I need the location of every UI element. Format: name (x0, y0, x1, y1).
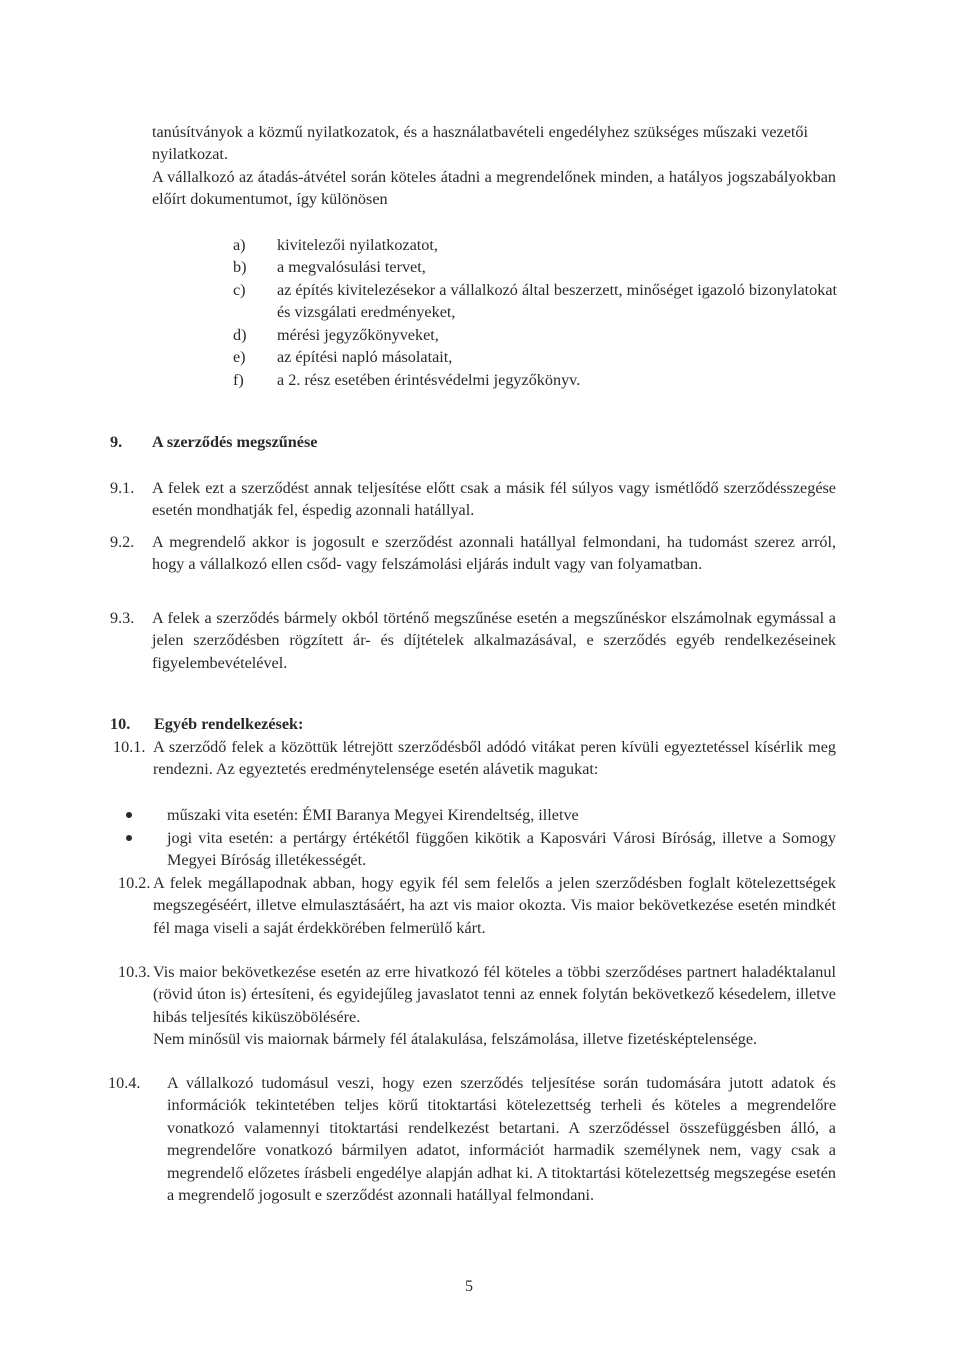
clause-number: 10.2. (118, 874, 151, 892)
clause-number: 10.3. (118, 963, 151, 981)
clause-number: 9.2. (110, 533, 135, 551)
section-number: 10. (110, 715, 131, 733)
intro-paragraph-2: A vállalkozó az átadás-átvétel során köteles átadni a megrendelőnek minden, a hatályos jogszabályokban előírt dokumentumot, így különösen (152, 168, 836, 209)
page-number: 5 (465, 1278, 473, 1295)
section-9-heading (110, 431, 318, 453)
clause-text: A felek ezt a szerződést annak teljesítése előtt csak a másik fél súlyos vagy ismétlődő szerződésszegése esetén mondhatják fel, éspedig azonnali hatállyal. (152, 479, 836, 520)
bullet-dot (126, 812, 132, 818)
list-marker: d) (233, 326, 247, 344)
clause-number: 10.4. (108, 1074, 141, 1092)
list-item-text: a 2. rész esetében érintésvédelmi jegyzőkönyv. (277, 371, 581, 389)
list-marker: e) (233, 348, 246, 366)
list-marker: a) (233, 236, 246, 254)
list-marker: c) (233, 281, 246, 299)
list-marker: b) (233, 258, 247, 276)
list-item-text: kivitelezői nyilatkozatot, (277, 236, 438, 254)
clause-text: A vállalkozó tudomásul veszi, hogy ezen szerződés teljesítése során tudomására jutott adatok és információk tekintetében teljes körű titoktartási kötelezettség terheli és köteles a megrendelőre vonatkozó valamennyi titoktartási rendelkezést betartani. A szerződéssel összefüggésben álló, a megrendelőre vonatkozó bármilyen adatot, információt harmadik személynek nem, vagy csak a megrendelő előzetes írásbeli engedélye alapján adhat ki. A titoktartási kötelezettség megszegése esetén a megrendelő jogosult e szerződést azonnali hatállyal felmondani. (167, 1074, 836, 1205)
intro-paragraph-1: tanúsítványok a közmű nyilatkozatok, és a használatbavételi engedélyhez szükséges műszaki vezetői nyilatkozat. (152, 123, 808, 164)
list-item-text: mérési jegyzőkönyveket, (277, 326, 439, 344)
section-10-heading (110, 713, 304, 735)
section-number: 9. (110, 433, 123, 451)
list-marker: f) (233, 371, 244, 389)
clause-text: A felek megállapodnak abban, hogy egyik fél sem felelős a jelen szerződésben foglalt kötelezettségek megszegéséért, illetve elmulasztásáért, ha azt vis maior okozta. Vis maior bekövetkezése esetén mindkét fél maga viseli a saját érdekkörében felmerülő kárt. (153, 874, 836, 937)
clause-number: 10.1. (113, 738, 146, 756)
list-item-text: az építési napló másolatait, (277, 348, 453, 366)
clause-text: A felek a szerződés bármely okból történő megszűnése esetén a megszűnéskor elszámolnak egymással a jelen szerződésben rögzített ár- és díjtételek alkalmazásával, e szerződés egyéb rendelkezéseinek figyelembevételével. (152, 609, 836, 672)
section-title: Egyéb rendelkezések: (154, 715, 304, 733)
clause-text: A szerződő felek a közöttük létrejött szerződésből adódó vitákat peren kívüli egyeztetéssel kísérlik meg rendezni. Az egyeztetés eredménytelensége esetén alávetik magukat: (153, 738, 836, 779)
clause-text: Vis maior bekövetkezése esetén az erre hivatkozó fél köteles a többi szerződéses partnert haladéktalanul (rövid úton is) értesíteni, és egyidejűleg javaslatot tenni az ennek folytán bekövetkező késedelem, illetve hibás teljesítés kiküszöbölésére. (153, 963, 836, 1026)
bullet-dot (126, 835, 132, 841)
list-item-text: a megvalósulási tervet, (277, 258, 426, 276)
clause-text-2: Nem minősül vis maiornak bármely fél átalakulása, felszámolása, illetve fizetésképtelensége. (153, 1030, 758, 1048)
bullet-item: műszaki vita esetén: ÉMI Baranya Megyei Kirendeltség, illetve (167, 806, 579, 824)
clause-text: A megrendelő akkor is jogosult e szerződést azonnali hatállyal felmondani, ha tudomást szerez arról, hogy a vállalkozó ellen csőd- vagy felszámolási eljárás indult vagy van folyamatban. (152, 533, 836, 574)
clause-number: 9.3. (110, 609, 135, 627)
bullet-item: jogi vita esetén: a pertárgy értékétől függően kikötik a Kaposvári Városi Bíróság, illetve a Somogy Megyei Bíróság illetékességét. (167, 829, 836, 870)
clause-number: 9.1. (110, 479, 135, 497)
list-item-text: az építés kivitelezésekor a vállalkozó által beszerzett, minőséget igazoló bizonylatokat és vizsgálati eredményeket, (277, 281, 838, 322)
section-title: A szerződés megszűnése (152, 433, 318, 451)
